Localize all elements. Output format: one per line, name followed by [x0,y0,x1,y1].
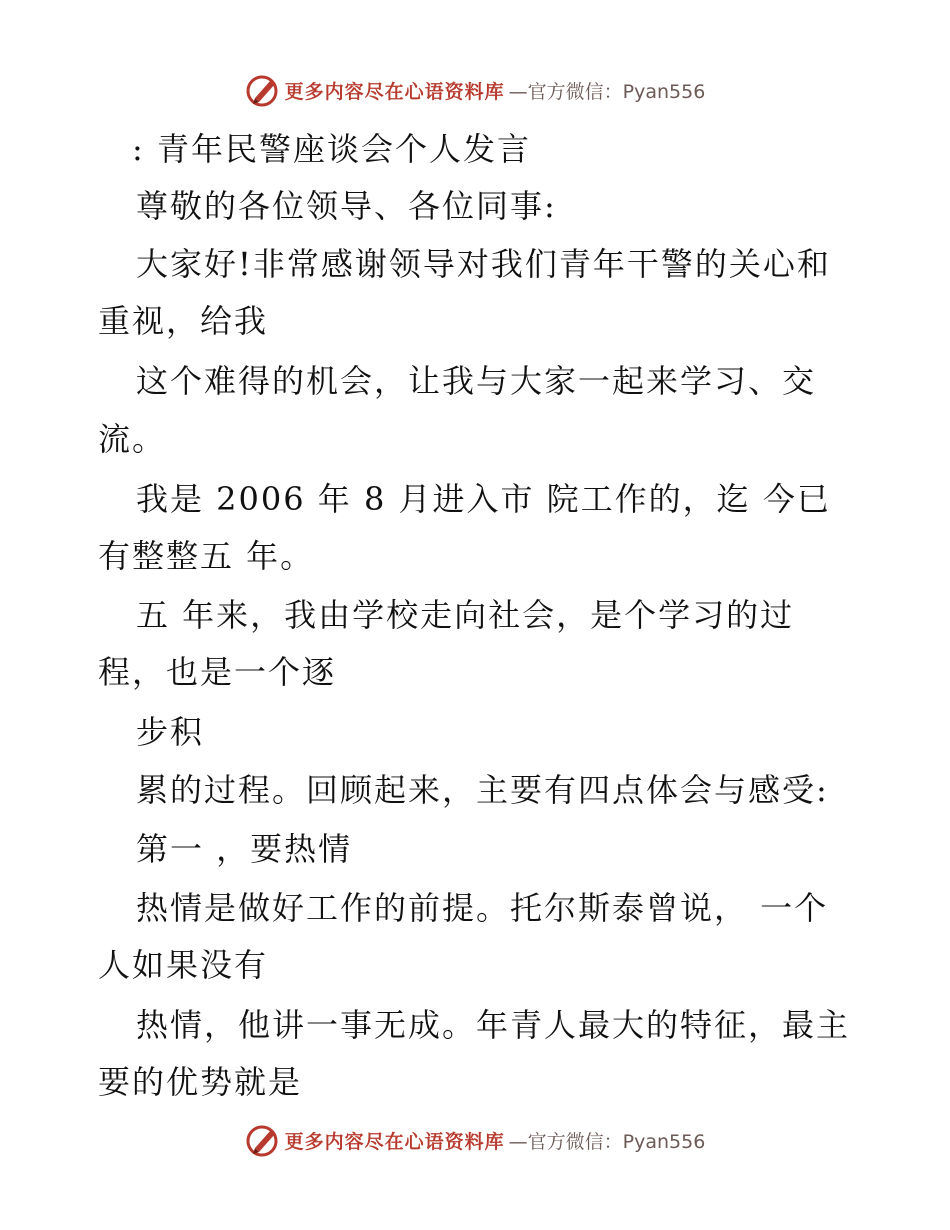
paragraph-line: 有整整五 年。 [98,537,315,575]
paragraph-line: 步积 [136,713,205,751]
paragraph-line: 我是 2006 年 8 月进入市 院工作的，迄 今已 [136,480,831,518]
paragraph-line: 热情，他讲一事无成。年青人最大的特征，最主 [136,1006,851,1044]
paragraph-line: 重视，给我 [98,302,269,340]
document-title: : 青年民警座谈会个人发言 [132,130,531,168]
paragraph-line: 尊敬的各位领导、各位同事: [136,187,557,225]
header-banner [0,70,950,110]
paragraph-line: 五 年来，我由学校走向社会，是个学习的过 [136,596,795,634]
banner-contact: —官方微信：Pyan556 [508,80,706,103]
paragraph-line: 程，也是一个逐 [98,653,337,691]
pen-logo-icon [245,1122,281,1158]
paragraph-line: 累的过程。回顾起来，主要有四点体会与感受: [136,771,829,809]
section-heading: 第一 ，要热情 [136,830,353,868]
banner-brand: 更多内容尽在心语资料库 [284,1130,505,1153]
banner-brand: 更多内容尽在心语资料库 [284,80,505,103]
paragraph-line: 要的优势就是 [98,1063,303,1101]
paragraph-line: 这个难得的机会，让我与大家一起来学习、交 [136,362,817,400]
pen-logo-icon [245,72,281,108]
footer-banner [0,1120,950,1160]
paragraph-line: 大家好!非常感谢领导对我们青年干警的关心和 [136,245,831,283]
paragraph-line: 热情是做好工作的前提。托尔斯泰曾说， 一个 [136,889,829,927]
banner-contact: —官方微信：Pyan556 [508,1130,706,1153]
paragraph-line: 人如果没有 [98,946,269,984]
paragraph-line: 流。 [98,420,167,458]
